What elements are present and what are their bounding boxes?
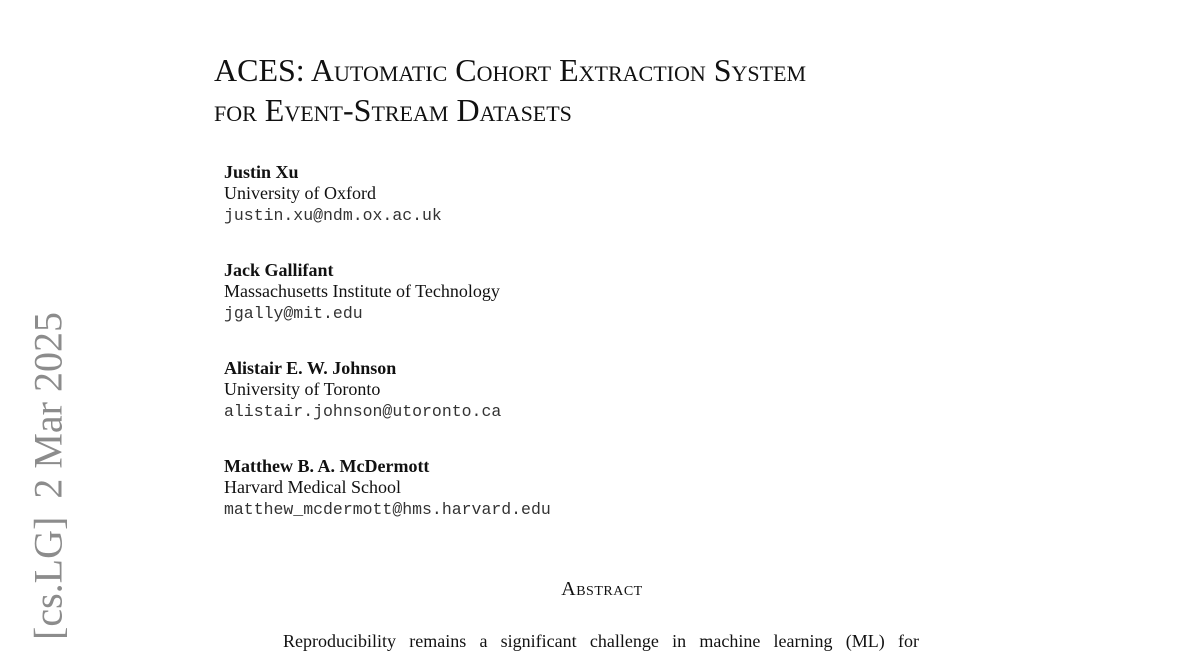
paper-title-line-2: for Event-Stream Datasets — [214, 92, 572, 128]
author-name: Jack Gallifant — [224, 260, 334, 280]
author-email: matthew_mcdermott@hms.harvard.edu — [224, 500, 551, 519]
author-block — [224, 456, 924, 554]
abstract-heading: Abstract — [561, 578, 643, 600]
author-name: Alistair E. W. Johnson — [224, 358, 397, 378]
paper-title — [214, 50, 1034, 130]
author-email: jgally@mit.edu — [224, 304, 363, 323]
abstract-text: Reproducibility remains a significant challenge in machine learning (ML) for — [283, 631, 919, 651]
author-affiliation: University of Toronto — [224, 379, 381, 399]
author-email: justin.xu@ndm.ox.ac.uk — [224, 206, 442, 225]
author-name: Matthew B. A. McDermott — [224, 456, 430, 476]
author-block — [224, 260, 924, 358]
paper-title-line-1: ACES: Automatic Cohort Extraction System — [214, 52, 807, 88]
author-block — [224, 162, 924, 260]
author-block — [224, 358, 924, 456]
author-affiliation: University of Oxford — [224, 183, 376, 203]
arxiv-date: 2 Mar 2025 — [25, 312, 71, 499]
author-email: alistair.johnson@utoronto.ca — [224, 402, 502, 421]
author-affiliation: Harvard Medical School — [224, 477, 401, 497]
author-list — [224, 162, 924, 554]
arxiv-category: [cs.LG] — [25, 516, 71, 640]
author-affiliation: Massachusetts Institute of Technology — [224, 281, 500, 301]
author-name: Justin Xu — [224, 162, 299, 182]
